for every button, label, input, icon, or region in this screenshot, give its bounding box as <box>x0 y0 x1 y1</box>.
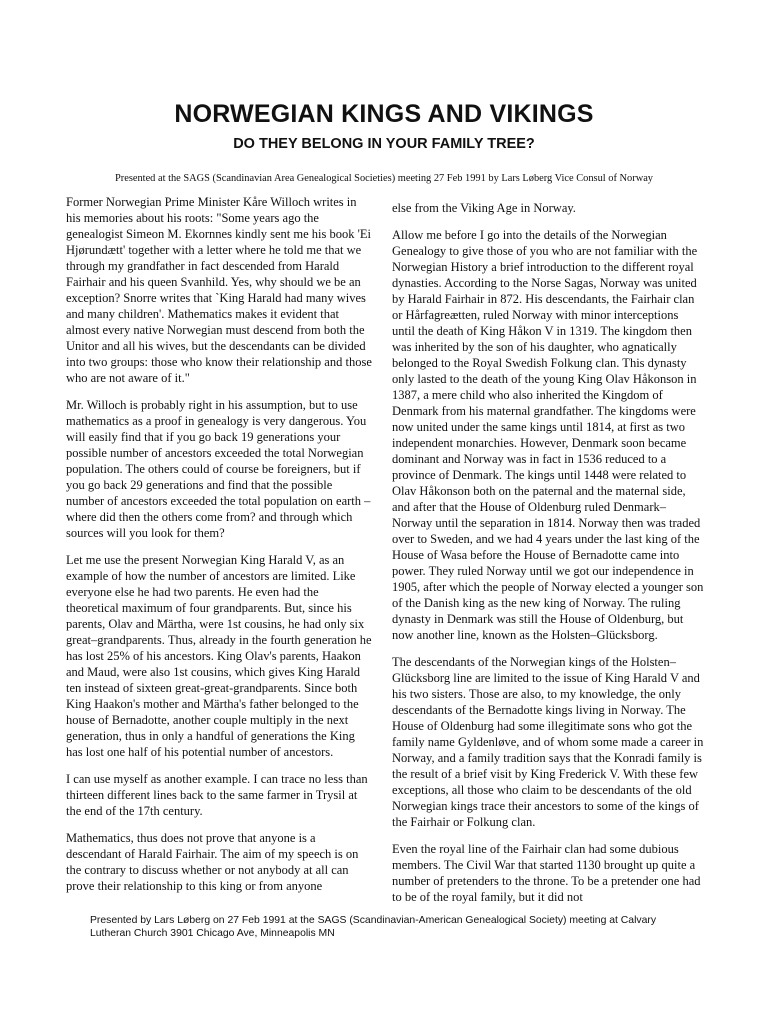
left-column <box>66 194 373 905</box>
paragraph: Mathematics, thus does not prove that anyone is a descendant of Harald Fairhair. The aim of my speech is on the contrary to discuss whether or not anybody at all can prove their relationship to this king or from anyone <box>66 831 359 893</box>
paragraph: Let me use the present Norwegian King Harald V, as an example of how the number of ancestors are limited. Like everyone else he had two parents. He even had the theoretical maximum of four grandparents. But, since his parents, Olav and Märtha, were 1st cousins, he had only six great–grandparents. Thus, already in the fourth generation he has lost 25% of his ancestors. King Olav's parents, Haakon and Maud, were also 1st cousins, which gives King Harald ten instead of sixteen great-great-grandparents. Since both King Haakon's mother and Märtha's father belonged to the house of Bernadotte, another couple multiply in the next generation, thus in only a handful of generations the King has lost one half of his potential number of ancestors. <box>66 553 372 759</box>
page-footer: Presented by Lars Løberg on 27 Feb 1991 at the SAGS (Scandinavian-American Genealogical Society) meeting at Calvary Lutheran Church 3901 Chicago Ave, Minneapolis MN <box>90 915 657 939</box>
paragraph: The descendants of the Norwegian kings of the Holsten–Glücksborg line are limited to the issue of King Harald V and his two sisters. Those are also, to my knowledge, the only descendants of the Bernadotte kings living in Norway. The House of Oldenburg had some illegitimate sons who got the family name Gyldenløve, and of whom some made a career in Norway, and a family tradition says that the Konradi family is the result of a brief visit by King Frederick V. With these few exceptions, all those who claim to be descendants of the old Norwegian kings trace their ancestors to some of the kings of the Fairhair or Folkung clan. <box>392 655 704 829</box>
presented-line: Presented at the SAGS (Scandinavian Area Genealogical Societies) meeting 27 Feb 1991 by Lars Løberg Vice Consul of Norway <box>114 173 654 184</box>
document-subtitle: DO THEY BELONG IN YOUR FAMILY TREE? <box>233 136 535 152</box>
paragraph: Former Norwegian Prime Minister Kåre Willoch writes in his memories about his roots: "Some years ago the genealogist Simeon M. Ekornnes kindly sent me his book 'Ei Hjørundætt' together with a letter where he told me that we through my grandfather in fact descended from Harald Fairhair and his queen Svanhild. Yes, why should we be an exception? Snorre writes that `King Harald had many wives and many children'. Mathematics makes it evident that almost every native Norwegian must descend from both the Unitor and all his wives, but the descendants can be divided into two groups: those who know their relationship and those who are not aware of it." <box>66 195 372 385</box>
paragraph: Even the royal line of the Fairhair clan had some dubious members. The Civil War that started 1130 brought up quite a number of pretenders to the throne. To be a pretender one had to be of the royal family, but it did not <box>392 842 701 904</box>
document-title: NORWEGIAN KINGS AND VIKINGS <box>174 100 594 128</box>
paragraph: Allow me before I go into the details of the Norwegian Genealogy to give those of you who are not familiar with the Norwegian History a brief introduction to the different royal dynasties. According to the Norse Sagas, Norway was united by Harald Fairhair in 872. His descendants, the Fairhair clan or Hårfagreætten, ruled Norway with minor interceptions until the death of King Håkon V in 1319. The kingdom then was inherited by the son of his daughter, who agnatically belonged to the Royal Swedish Folkung clan. This dynasty only lasted to the death of the young King Olav Håkonson in 1387, a mere child who also inherited the Kingdom of Denmark from his maternal grandfather. The kingdoms were now united under the same kings until 1814, at first as two independent monarchies. However, Denmark soon became dominant and Norway was in fact in 1536 reduced to a province of Denmark. The kings until 1448 were related to Olav Håkonson both on the paternal and the maternal side, and after that the House of Oldenburg ruled Denmark–Norway until the separation in 1814. Norway then was traded over to Sweden, and we had 4 years under the last king of the House of Wasa before the House of Bernadotte came into power. They ruled Norway until we got our independence in 1905, after which the people of Norway elected a younger son of the Danish king as the new king of Norway. The ruling dynasty in Denmark was still the House of Oldenburg, but now another line, known as the Holsten–Glücksborg. <box>392 228 704 642</box>
paragraph: else from the Viking Age in Norway. <box>392 201 576 215</box>
paragraph: I can use myself as another example. I can trace no less than thirteen different lines back to the same farmer in Trysil at the end of the 17th century. <box>66 772 368 818</box>
paragraph: Mr. Willoch is probably right in his assumption, but to use mathematics as a proof in genealogy is very dangerous. You will easily find that if you go back 19 generations your possible number of ancestors exceeded the total Norwegian population. The others could of course be foreigners, but if you go back 29 generations and find that the possible number of ancestors exceeded the total population on earth – where did then the others come from? and through which sources will you look for them? <box>66 398 371 540</box>
right-column <box>392 194 704 916</box>
